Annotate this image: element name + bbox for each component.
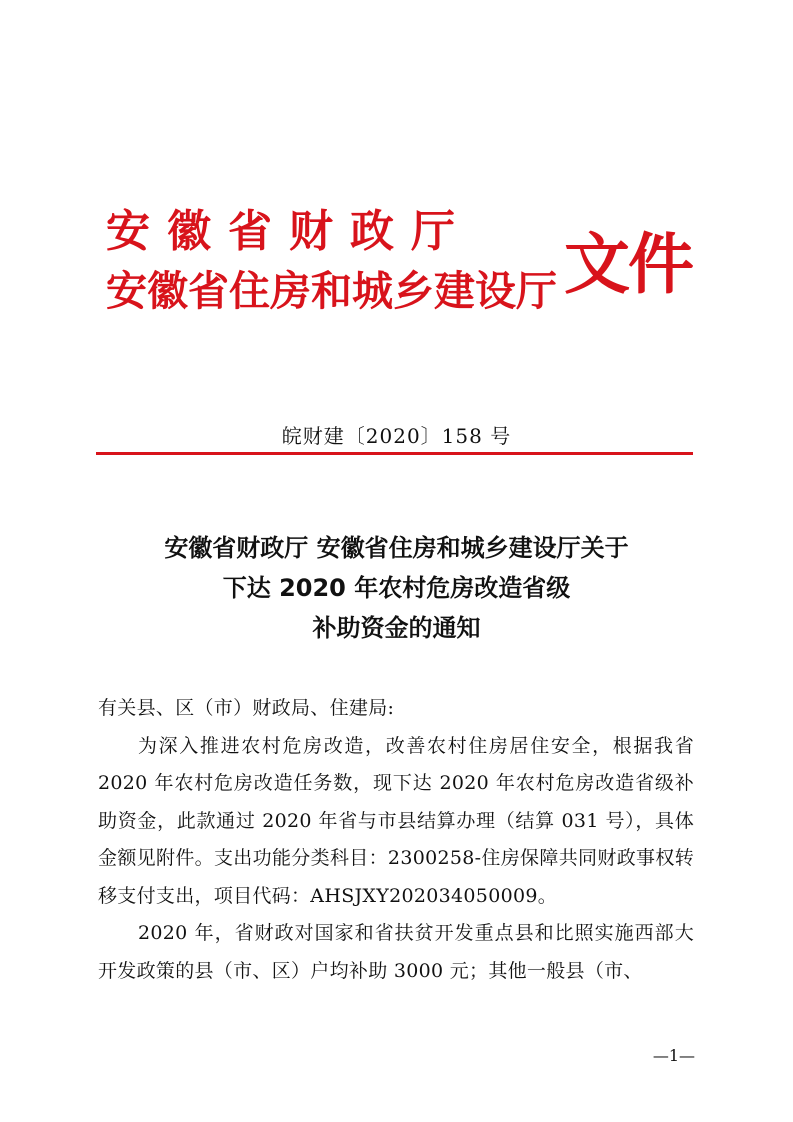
title-line-3: 补助资金的通知 <box>312 614 481 642</box>
document-word: 文件 <box>564 225 692 303</box>
document-title <box>0 528 793 648</box>
body-paragraph: 2020 年，省财政对国家和省扶贫开发重点县和比照实施西部大开发政策的县（市、区）户均补助 3000 元；其他一般县（市、 <box>98 922 694 982</box>
issuer-line-1: 安徽省财政厅 <box>106 206 472 257</box>
title-line-2: 下达 2020 年农村危房改造省级 <box>222 574 571 602</box>
red-divider <box>96 452 693 455</box>
document-number: 皖财建〔2020〕158 号 <box>281 424 512 448</box>
document-body <box>98 690 694 990</box>
title-line-1: 安徽省财政厅 安徽省住房和城乡建设厅关于 <box>164 534 629 562</box>
page-number: —1— <box>652 1046 695 1065</box>
issuer-line-2: 安徽省住房和城乡建设厅 <box>106 267 557 315</box>
salutation: 有关县、区（市）财政局、住建局: <box>98 697 395 719</box>
document-header <box>106 185 696 325</box>
body-paragraph: 为深入推进农村危房改造，改善农村住房居住安全，根据我省 2020 年农村危房改造任务数，现下达 2020 年农村危房改造省级补助资金，此款通过 2020 年省与市县结算办理（结算 031 号），具体金额见附件。支出功能分类科目：2300258-住房保障共同财政事权转移支付支出，项目代码：AHSJXY202034050009。 <box>98 734 694 907</box>
